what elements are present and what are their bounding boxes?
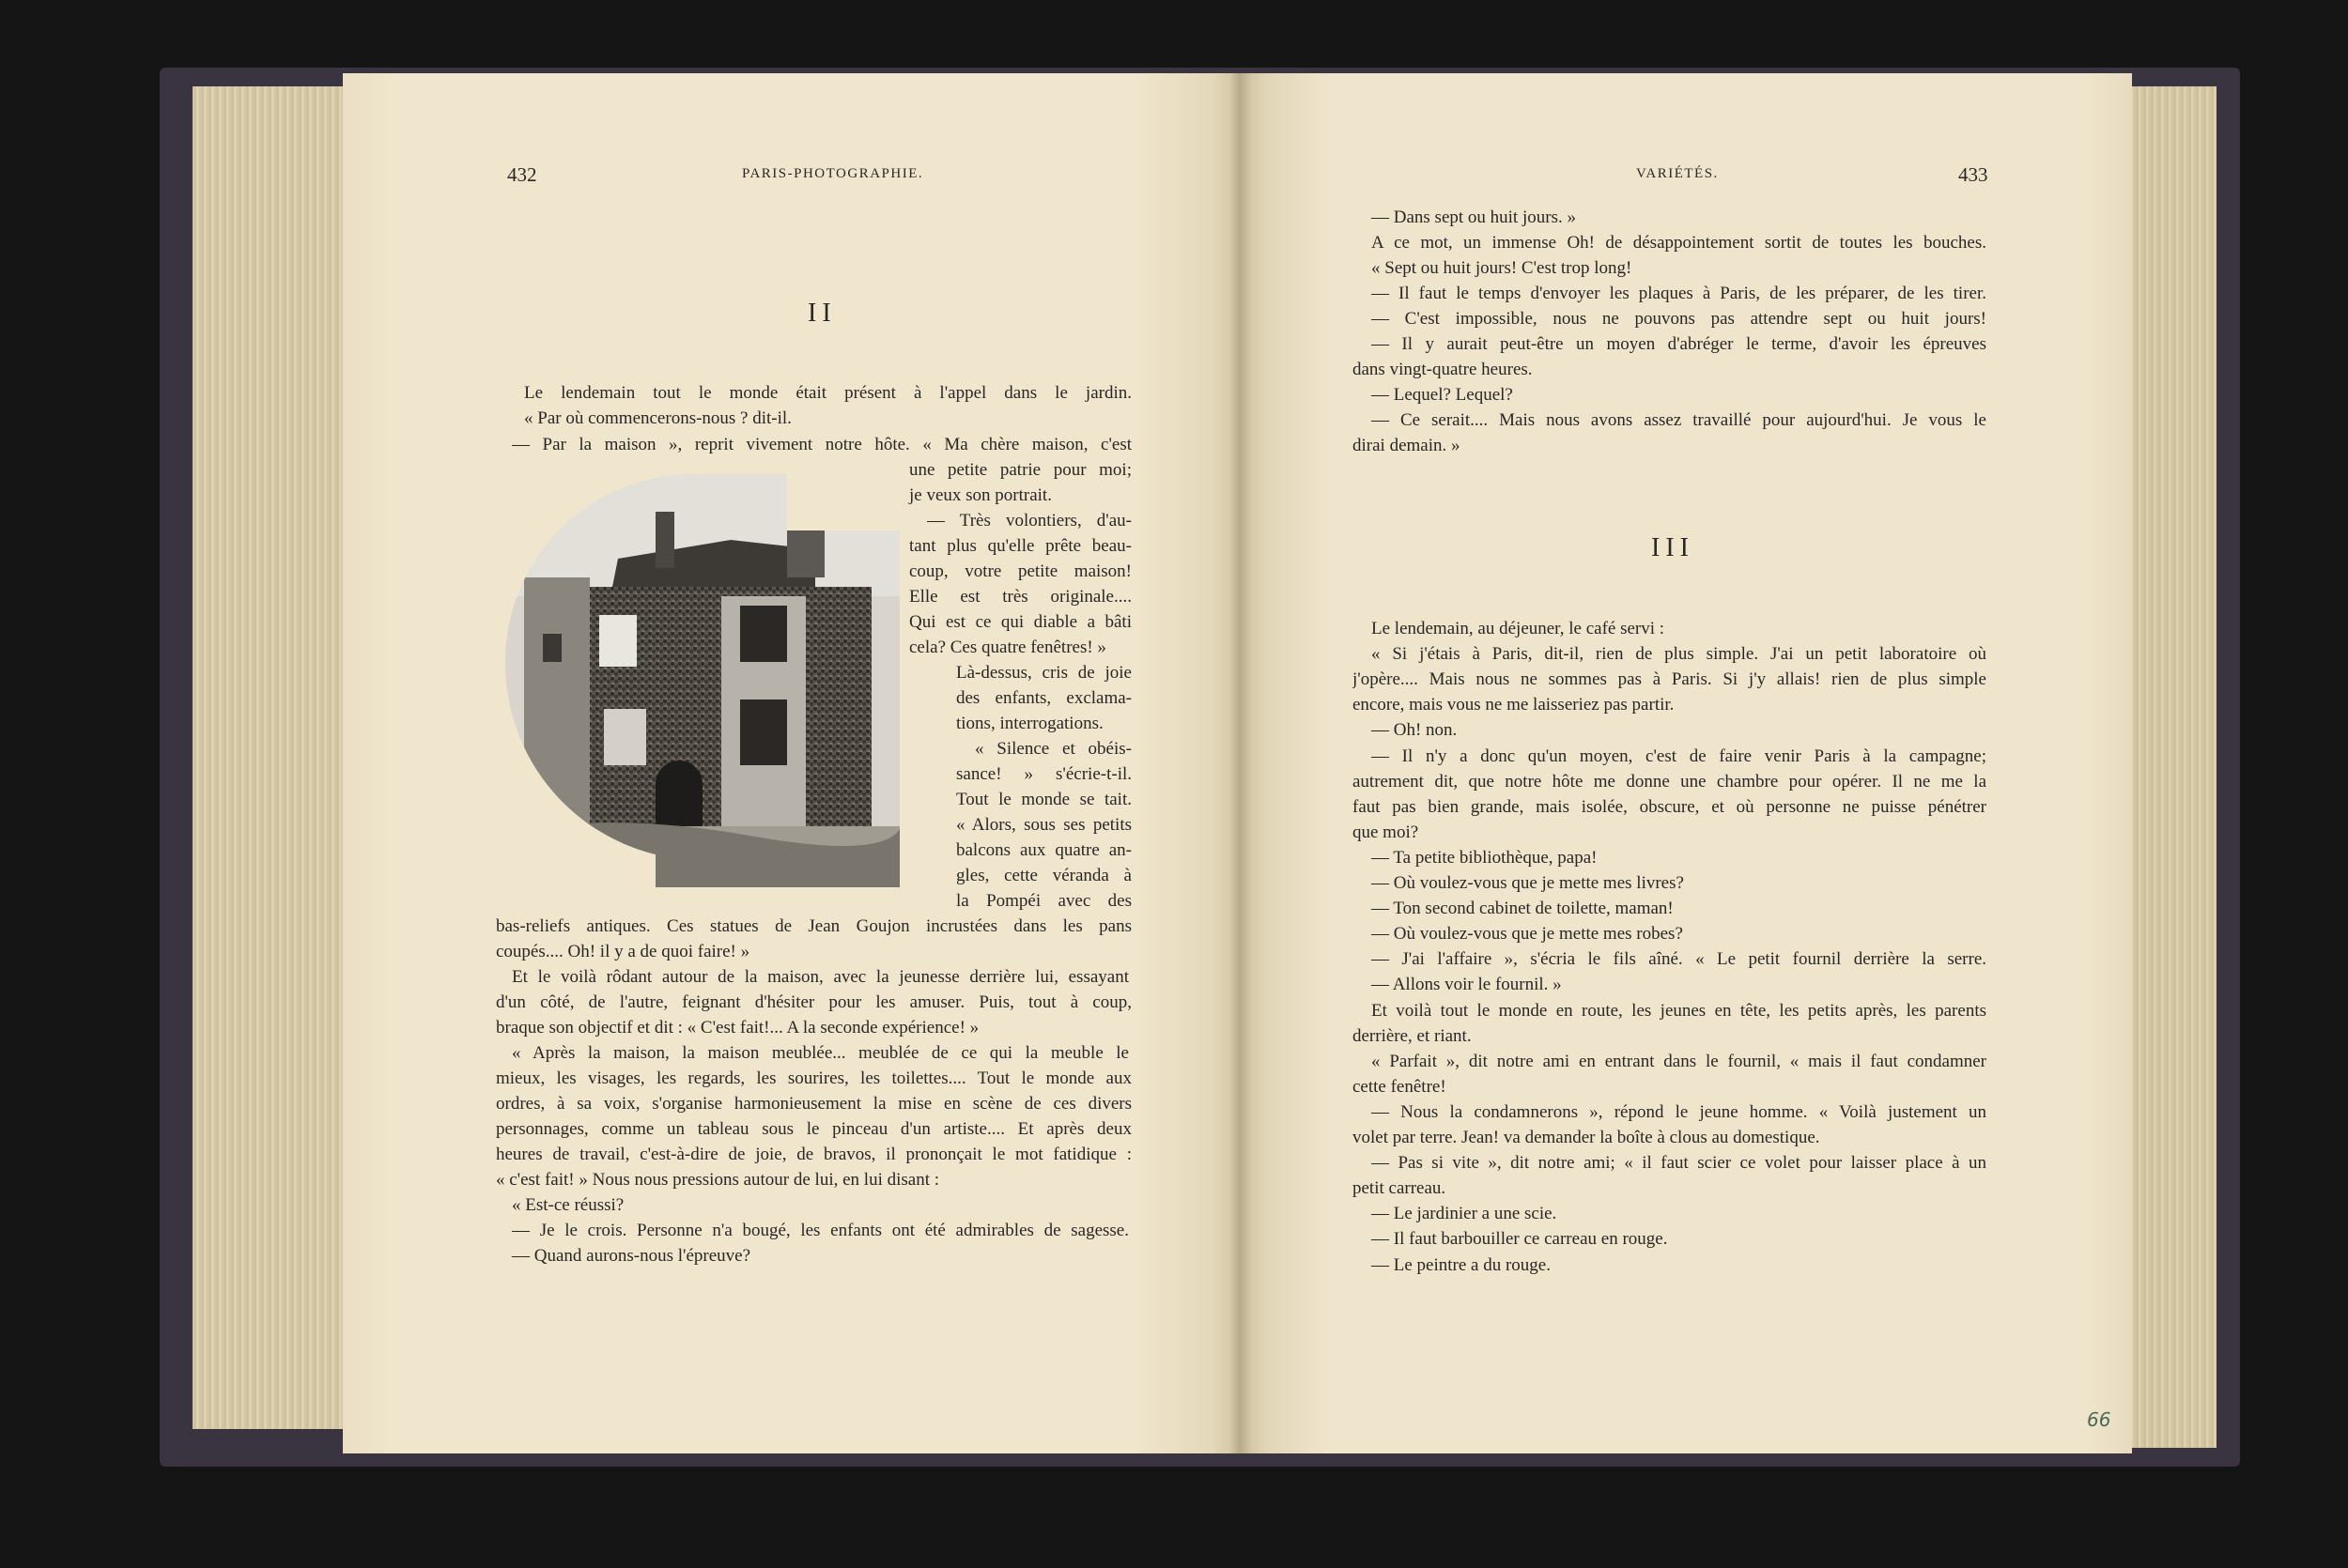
- text-line: dans vingt-quatre heures.: [1352, 360, 1533, 379]
- house-photograph: [505, 474, 900, 887]
- text-line: Là-dessus, cris de joie: [956, 663, 1132, 683]
- text-line: — C'est impossible, nous ne pouvons pas attendre sept ou huit jours!: [1371, 309, 1986, 329]
- text-line: — Ta petite bibliothèque, papa!: [1371, 847, 1598, 868]
- text-line: « Sept ou huit jours! C'est trop long!: [1371, 258, 1632, 278]
- text-line: encore, mais vous ne me laisseriez pas partir.: [1352, 695, 1675, 715]
- right-running-head: VARIÉTÉS.: [1636, 166, 1719, 181]
- text-line: dirai demain. »: [1352, 436, 1460, 455]
- text-line: Qui est ce qui diable a bâti: [909, 612, 1132, 632]
- text-line: — Il faut le temps d'envoyer les plaques à Paris, de les préparer, de les tirer.: [1371, 284, 1986, 303]
- page-edges-left: [193, 86, 352, 1429]
- text-line: faut pas bien grande, mais isolée, obscure, et où personne ne puisse pénétrer: [1352, 796, 1986, 817]
- text-line: cela? Ces quatre fenêtres! »: [909, 638, 1106, 657]
- text-line: personnages, comme un tableau sous le pinceau d'un artiste.... Et après deux: [496, 1119, 1132, 1139]
- text-line: — Allons voir le fournil. »: [1371, 975, 1562, 995]
- text-line: — Je le crois. Personne n'a bougé, les enfants ont été admirables de sagesse.: [512, 1221, 1129, 1240]
- text-line: heures de travail, c'est-à-dire de joie, de bravos, il prononçait le mot fatidique :: [496, 1145, 1132, 1164]
- text-line: ordres, à sa voix, s'organise harmonieusement la mise en scène de ces divers: [496, 1094, 1132, 1114]
- text-line: « Parfait », dit notre ami en entrant dans le fournil, « mais il faut condamner: [1371, 1051, 1986, 1071]
- text-line: « Par où commencerons-nous ? dit-il.: [524, 408, 792, 428]
- text-line: Et voilà tout le monde en route, les jeunes en tête, les petits après, les parents: [1371, 1000, 1986, 1021]
- text-line: Tout le monde se tait.: [956, 790, 1132, 809]
- text-line: bas-reliefs antiques. Ces statues de Jean Goujon incrustées dans les pans: [496, 916, 1132, 936]
- text-line: sance! » s'écrie-t-il.: [956, 764, 1132, 784]
- text-line: — J'ai l'affaire », s'écria le fils aîné. « Le petit fournil derrière la serre.: [1371, 949, 1986, 970]
- text-line: tions, interrogations.: [956, 714, 1104, 733]
- text-line: — Où voulez-vous que je mette mes livres?: [1371, 873, 1684, 893]
- text-line: Elle est très originale....: [909, 587, 1132, 607]
- text-line: — Le peintre a du rouge.: [1371, 1254, 1551, 1275]
- section-heading-iii: III: [1651, 533, 1694, 562]
- text-line: j'opère.... Mais nous ne sommes pas à Paris. Si j'y allais! rien de plus simple: [1352, 669, 1986, 690]
- text-line: « Silence et obéis-: [975, 739, 1132, 759]
- text-line: — Ce serait.... Mais nous avons assez travaillé pour aujourd'hui. Je vous le: [1371, 410, 1986, 430]
- text-line: — Par la maison », reprit vivement notre hôte. « Ma chère maison, c'est: [512, 435, 1132, 454]
- text-line: — Où voulez-vous que je mette mes robes?: [1371, 924, 1683, 945]
- text-line: je veux son portrait.: [909, 485, 1052, 505]
- text-line: tant plus qu'elle prête beau-: [909, 536, 1132, 556]
- text-line: la Pompéi avec des: [956, 891, 1132, 911]
- text-line: — Pas si vite », dit notre ami; « il faut scier ce volet pour laisser place à un: [1371, 1153, 1986, 1174]
- text-line: — Oh! non.: [1371, 720, 1458, 741]
- text-line: d'un côté, de l'autre, feignant d'hésiter pour les amuser. Puis, tout à coup,: [496, 992, 1132, 1012]
- page-edges-right: [2127, 86, 2217, 1448]
- text-line: — Quand aurons-nous l'épreuve?: [512, 1246, 751, 1266]
- text-line: Le lendemain, au déjeuner, le café servi :: [1371, 619, 1665, 638]
- text-line: coupés.... Oh! il y a de quoi faire! »: [496, 942, 750, 961]
- text-line: Et le voilà rôdant autour de la maison, avec la jeunesse derrière lui, essayant: [512, 967, 1129, 987]
- text-line: — Très volontiers, d'au-: [927, 511, 1132, 530]
- text-line: autrement dit, que notre hôte me donne une chambre pour opérer. Il ne me la: [1352, 771, 1986, 792]
- pencil-folio-mark: 66: [2087, 1408, 2111, 1431]
- text-line: une petite patrie pour moi;: [909, 460, 1132, 480]
- text-line: — Il y aurait peut-être un moyen d'abréger le terme, d'avoir les épreuves: [1371, 334, 1986, 354]
- text-line: que moi?: [1352, 822, 1419, 842]
- text-line: braque son objectif et dit : « C'est fait!... A la seconde expérience! »: [496, 1018, 980, 1038]
- text-line: derrière, et riant.: [1352, 1025, 1472, 1046]
- text-line: — Ton second cabinet de toilette, maman!: [1371, 899, 1674, 919]
- text-line: — Il n'y a donc qu'un moyen, c'est de faire venir Paris à la campagne;: [1371, 746, 1986, 766]
- text-line: « Après la maison, la maison meublée... meublée de ce qui la meuble le: [512, 1043, 1129, 1063]
- text-line: balcons aux quatre an-: [956, 840, 1132, 860]
- text-line: coup, votre petite maison!: [909, 561, 1132, 581]
- text-line: des enfants, exclama-: [956, 688, 1132, 708]
- text-line: — Nous la condamnerons », répond le jeune homme. « Voilà justement un: [1371, 1101, 1986, 1122]
- text-line: cette fenêtre!: [1352, 1076, 1446, 1097]
- text-line: mieux, les visages, les regards, les sourires, les toilettes.... Tout le monde aux: [496, 1068, 1132, 1088]
- text-line: volet par terre. Jean! va demander la boîte à clous au domestique.: [1352, 1128, 1820, 1147]
- left-running-head: PARIS-PHOTOGRAPHIE.: [742, 166, 924, 181]
- text-line: gles, cette véranda à: [956, 866, 1132, 885]
- section-heading-ii: II: [808, 299, 837, 328]
- text-line: — Lequel? Lequel?: [1371, 385, 1513, 405]
- text-line: — Le jardinier a une scie.: [1371, 1204, 1557, 1224]
- left-page-number: 432: [507, 163, 537, 186]
- text-line: « c'est fait! » Nous nous pressions autour de lui, en lui disant :: [496, 1170, 940, 1190]
- right-page-number: 433: [1958, 163, 1988, 186]
- text-line: petit carreau.: [1352, 1178, 1446, 1199]
- text-line: — Dans sept ou huit jours. »: [1371, 208, 1576, 227]
- book-gutter: [1228, 73, 1251, 1453]
- text-line: « Alors, sous ses petits: [956, 815, 1132, 835]
- text-line: « Est-ce réussi?: [512, 1195, 625, 1215]
- text-line: A ce mot, un immense Oh! de désappointement sortit de toutes les bouches.: [1371, 233, 1986, 253]
- text-line: « Si j'étais à Paris, dit-il, rien de plus simple. J'ai un petit laboratoire où: [1371, 644, 1986, 665]
- text-line: Le lendemain tout le monde était présent à l'appel dans le jardin.: [524, 383, 1132, 403]
- text-line: — Il faut barbouiller ce carreau en rouge.: [1371, 1229, 1668, 1250]
